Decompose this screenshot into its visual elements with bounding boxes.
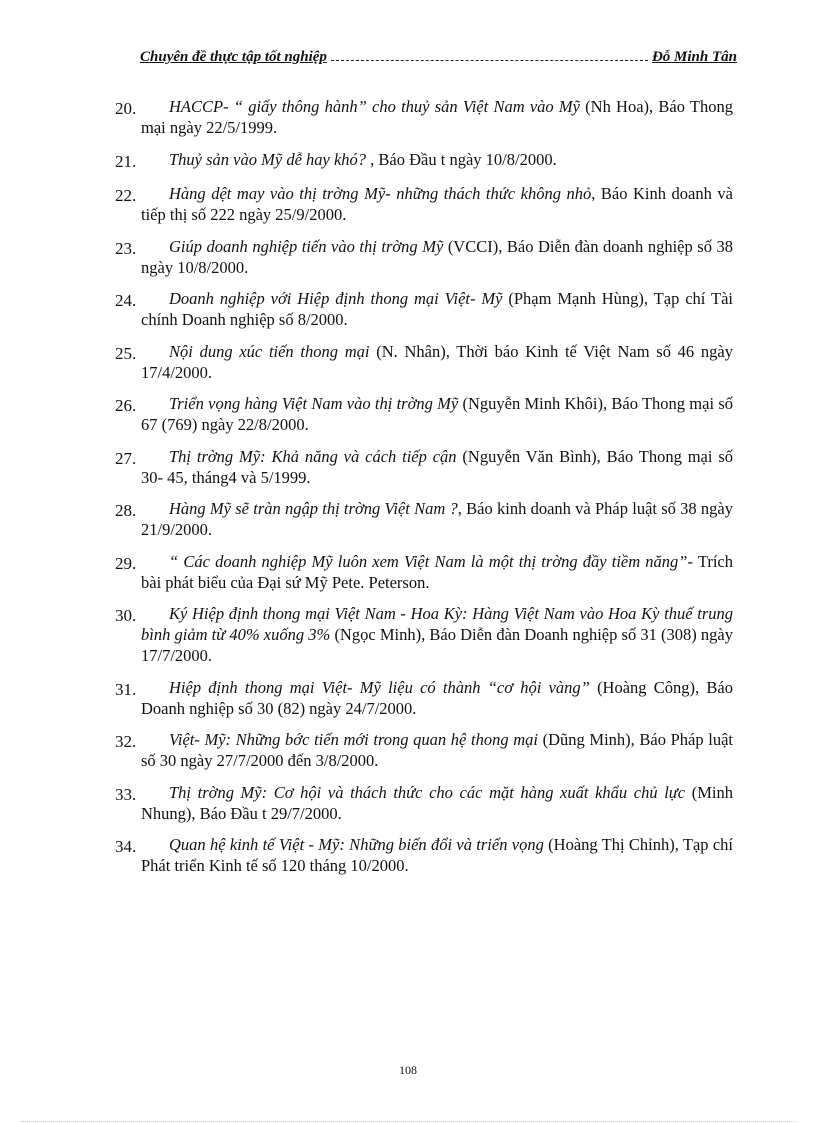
- page-bottom-rule: [20, 1121, 796, 1122]
- reference-source: (VCCI), Báo Diễn đàn doanh nghiệp số 38 ngày 10/8/2000.: [141, 236, 733, 277]
- reference-source: , Báo Đầu t ngày 10/8/2000.: [366, 149, 557, 169]
- reference-source: (Nguyễn Minh Khôi), Báo Thong mại số 67 (769) ngày 22/8/2000.: [141, 394, 733, 434]
- reference-title: Doanh nghiệp với Hiệp định thong mại Việt- Mỹ: [169, 289, 503, 308]
- reference-source: (Hoàng Công), Báo Doanh nghiệp số 30 (82) ngày 24/7/2000.: [141, 677, 733, 718]
- reference-text: [141, 446, 733, 488]
- reference-item: [115, 782, 733, 824]
- reference-number: 23.: [115, 238, 137, 258]
- reference-item: [115, 446, 733, 488]
- reference-item: [115, 498, 733, 540]
- reference-source: (Nguyễn Văn Bình), Báo Thong mại số 30- 45, tháng4 và 5/1999.: [141, 446, 733, 487]
- reference-title: Ký Hiệp định thong mại Việt Nam - Hoa Kỳ: Hàng Việt Nam vào Hoa Kỳ thuế trung bình giảm từ 40% xuống 3%: [141, 604, 733, 644]
- reference-number: 32.: [115, 732, 137, 751]
- reference-title: Giúp doanh nghiệp tiến vào thị trờng Mỹ: [169, 236, 444, 256]
- reference-text: [141, 236, 733, 278]
- running-header: [140, 48, 737, 70]
- reference-number: 28.: [115, 501, 137, 520]
- reference-source: - Trích bài phát biểu của Đại sứ Mỹ Pete. Peterson.: [141, 551, 733, 592]
- reference-title: Nội dung xúc tiến thong mại: [169, 341, 370, 361]
- reference-item: [115, 834, 733, 876]
- reference-item: [115, 236, 733, 278]
- reference-list: [115, 96, 733, 887]
- reference-item: [115, 183, 733, 225]
- reference-source: (Hoàng Thị Chỉnh), Tạp chí Phát triển Kinh tế số 120 tháng 10/2000.: [141, 835, 734, 875]
- reference-text: [141, 183, 733, 225]
- header-leader-line: [331, 48, 648, 61]
- reference-title: Thuỷ sản vào Mỹ dễ hay khó?: [169, 149, 367, 169]
- reference-source: (Dũng Minh), Báo Pháp luật số 30 ngày 27/7/2000 đến 3/8/2000.: [141, 730, 734, 770]
- reference-number: 22.: [115, 186, 137, 205]
- reference-number: 24.: [115, 291, 137, 310]
- reference-item: [115, 729, 733, 771]
- reference-source: (Minh Nhung), Báo Đầu t 29/7/2000.: [141, 782, 733, 823]
- reference-source: , Báo kinh doanh và Pháp luật số 38 ngày 21/9/2000.: [141, 499, 733, 539]
- reference-title: Triển vọng hàng Việt Nam vào thị trờng Mỹ: [169, 394, 459, 413]
- reference-source: (N. Nhân), Thời báo Kinh tế Việt Nam số 46 ngày 17/4/2000.: [141, 341, 733, 382]
- reference-text: [141, 393, 733, 435]
- reference-text: [141, 498, 733, 540]
- reference-text: [141, 603, 733, 666]
- reference-number: 31.: [115, 679, 137, 699]
- reference-number: 33.: [115, 784, 137, 804]
- reference-title: Hiệp định thong mại Việt- Mỹ liệu có thành “cơ hội vàng”: [169, 677, 590, 697]
- reference-item: [115, 677, 733, 719]
- reference-item: [115, 149, 733, 173]
- reference-title: Thị trờng Mỹ: Cơ hội và thách thức cho các mặt hàng xuất khẩu chủ lực: [169, 782, 686, 802]
- reference-title: Hàng Mỹ sẽ tràn ngập thị trờng Việt Nam ?: [169, 499, 458, 518]
- reference-title: Việt- Mỹ: Những bớc tiến mới trong quan hệ thong mại: [169, 730, 538, 749]
- reference-title: Thị trờng Mỹ: Khả năng và cách tiếp cận: [169, 446, 457, 466]
- reference-item: [115, 96, 733, 138]
- reference-text: [141, 149, 733, 170]
- reference-number: 29.: [115, 553, 137, 573]
- reference-text: [141, 834, 733, 876]
- reference-text: [141, 341, 733, 383]
- reference-text: [141, 677, 733, 719]
- reference-text: [141, 96, 733, 138]
- reference-item: [115, 341, 733, 383]
- reference-text: [141, 288, 733, 330]
- reference-source: (Nh Hoa), Báo Thong mại ngày 22/5/1999.: [141, 97, 733, 137]
- reference-number: 20.: [115, 99, 137, 118]
- reference-number: 34.: [115, 837, 137, 856]
- reference-text: [141, 782, 733, 824]
- reference-number: 30.: [115, 606, 137, 625]
- reference-item: [115, 288, 733, 330]
- reference-item: [115, 603, 733, 666]
- header-author-name: Đỗ Minh Tân: [651, 49, 737, 65]
- reference-source: (Ngọc Minh), Báo Diễn đàn Doanh nghiệp số 31 (308) ngày 17/7/2000.: [141, 625, 733, 665]
- reference-number: 27.: [115, 448, 137, 468]
- reference-title: Hàng dệt may vào thị trờng Mỹ- những thách thức không nhỏ: [169, 184, 592, 203]
- reference-item: [115, 551, 733, 593]
- page-number: 108: [399, 1063, 417, 1077]
- reference-text: [141, 729, 733, 771]
- reference-title: “ Các doanh nghiệp Mỹ luôn xem Việt Nam là một thị trờng đầy tiềm năng”: [169, 551, 688, 571]
- reference-source: (Phạm Mạnh Hùng), Tạp chí Tài chính Doanh nghiệp số 8/2000.: [141, 289, 733, 329]
- reference-source: , Báo Kinh doanh và tiếp thị số 222 ngày 25/9/2000.: [141, 184, 733, 224]
- reference-text: [141, 551, 733, 593]
- reference-item: [115, 393, 733, 435]
- reference-number: 25.: [115, 343, 137, 363]
- reference-title: HACCP- “ giấy thông hành” cho thuỷ sản Việt Nam vào Mỹ: [169, 97, 580, 116]
- reference-title: Quan hệ kinh tế Việt - Mỹ: Những biến đổi và triển vọng: [169, 835, 544, 854]
- reference-number: 26.: [115, 396, 137, 415]
- header-document-title: Chuyên đề thực tập tốt nghiệp: [140, 49, 327, 65]
- reference-number: 21.: [115, 151, 137, 171]
